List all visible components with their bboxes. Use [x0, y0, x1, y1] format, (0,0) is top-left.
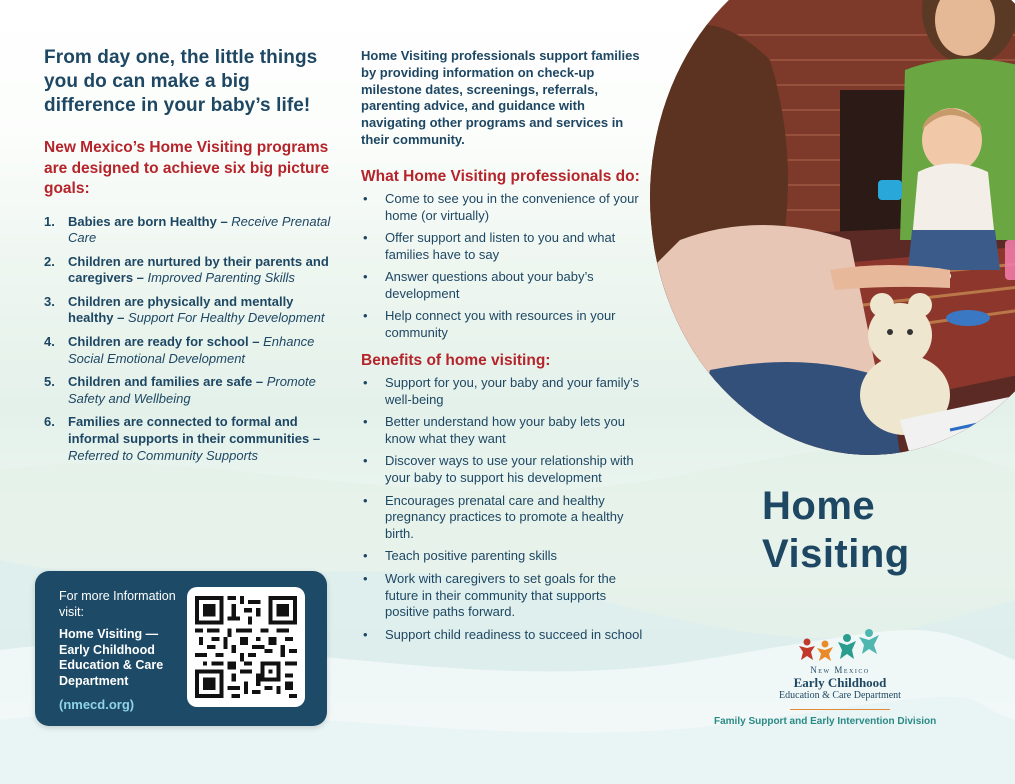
logo-divider — [790, 709, 890, 710]
list-item: • Offer support and listen to you and what families have to say — [361, 230, 651, 264]
benefits-list — [361, 375, 651, 644]
qr-code-icon[interactable] — [187, 587, 305, 707]
list-item: • Help connect you with resources in your community — [361, 308, 651, 342]
children-figures-icon — [795, 628, 885, 664]
intro-paragraph: Home Visiting professionals support families by providing information on check-up milestone dates, screenings, referrals, parenting advice, and guidance with navigating other programs and services in their community. — [361, 48, 640, 147]
middle-column — [361, 48, 651, 649]
info-org-name: Home Visiting — Early Childhood Education & Care Department — [59, 627, 164, 688]
list-item: • Support child readiness to succeed in school — [361, 627, 651, 644]
goal-item: 6. Families are connected to formal and informal supports in their communities – Referred to Community Supports — [44, 413, 321, 463]
list-item: • Come to see you in the convenience of your home (or virtually) — [361, 191, 651, 225]
goal-item: 2. Children are nurtured by their parents and caregivers – Improved Parenting Skills — [44, 253, 329, 286]
goals-heading: New Mexico’s Home Visiting programs are designed to achieve six big picture goals: — [44, 139, 330, 197]
website-link[interactable]: (nmecd.org) — [59, 697, 135, 712]
what-they-do-heading: What Home Visiting professionals do: — [361, 167, 640, 185]
benefits-heading: Benefits of home visiting: — [361, 351, 551, 369]
logo-line2: Education & Care Department — [779, 690, 901, 701]
goals-list — [44, 214, 334, 465]
list-item: • Support for you, your baby and your family’s well-being — [361, 375, 651, 409]
goal-item: 5. Children and families are safe – Promote Safety and Wellbeing — [44, 373, 316, 406]
division-name: Family Support and Early Intervention Division — [714, 716, 937, 727]
goal-item: 1. Babies are born Healthy – Receive Prenatal Care — [44, 213, 331, 246]
list-item: • Encourages prenatal care and healthy pregnancy practices to promote a healthy birth. — [361, 493, 651, 543]
list-item: • Better understand how your baby lets you know what they want — [361, 414, 651, 448]
home-visit-photo — [650, 0, 1015, 455]
goal-item: 3. Children are physically and mentally healthy – Support For Healthy Development — [44, 293, 325, 326]
list-item: • Teach positive parenting skills — [361, 548, 651, 565]
logo-line1: Early Childhood — [793, 675, 887, 690]
ecec-logo — [760, 628, 920, 710]
list-item: • Answer questions about your baby’s development — [361, 269, 651, 303]
list-item: • Discover ways to use your relationship with your baby to support his development — [361, 453, 651, 487]
page-title: Home Visiting — [762, 484, 910, 576]
info-box — [35, 571, 327, 726]
logo-state: New Mexico — [810, 665, 870, 675]
info-more-text: For more Information visit: — [59, 589, 176, 619]
headline: From day one, the little things you do can make a big difference in your baby’s life! — [44, 47, 318, 116]
goal-item: 4. Children are ready for school – Enhance Social Emotional Development — [44, 333, 315, 366]
left-column — [44, 46, 334, 471]
what-they-do-list — [361, 191, 651, 342]
list-item: • Work with caregivers to set goals for the future in their community that supports positive paths forward. — [361, 571, 651, 621]
